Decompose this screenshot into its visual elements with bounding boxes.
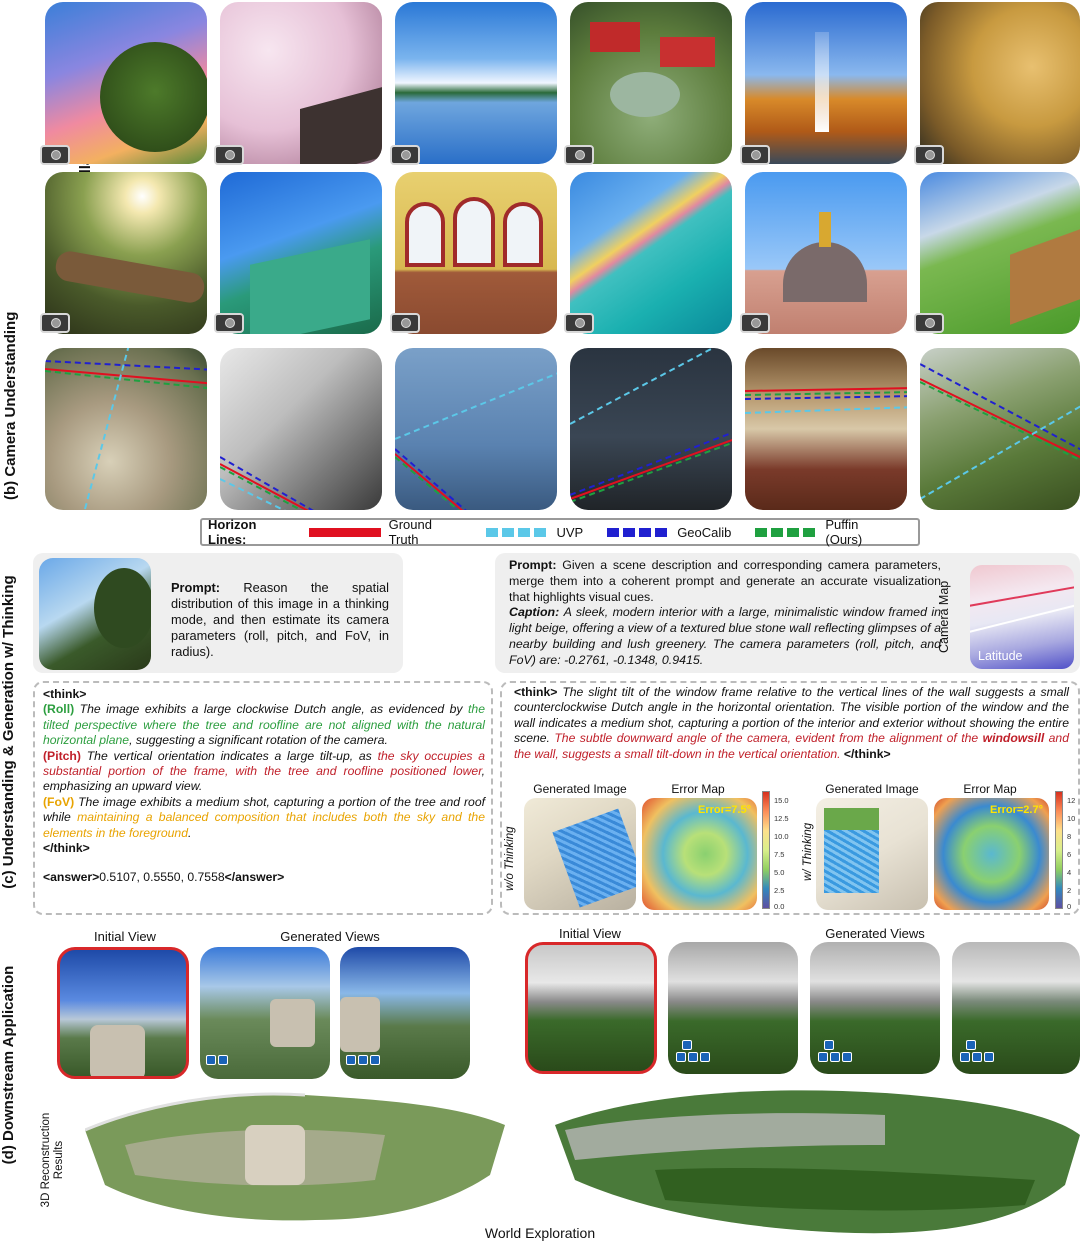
legend-label-gt: Ground Truth <box>388 517 432 547</box>
camera-icon <box>564 145 594 165</box>
camera-icon <box>40 145 70 165</box>
gen-image-arched-windows <box>395 172 557 334</box>
wo-colorbar <box>762 791 770 909</box>
gen-image-church-dome <box>745 172 907 334</box>
camera-icon <box>214 313 244 333</box>
initial-view-label-right: Initial View <box>559 926 621 941</box>
legend-item-uvp <box>486 525 583 540</box>
nav-arrows <box>824 1040 834 1050</box>
horizon-gt-line <box>570 436 732 499</box>
nav-arrows <box>346 1055 380 1065</box>
gen-image-rainbow-sea <box>570 172 732 334</box>
gen-image-label-wo: Generated Image <box>533 782 627 796</box>
camera-icon <box>40 313 70 333</box>
wo-error-map <box>642 798 757 910</box>
left-prompt-panel <box>33 553 403 673</box>
right-prompt-text: Prompt: Given a scene description and corresponding camera parameters, merge them into a coherent prompt and generate an accurate visualization that highlights visual cues. Caption: A sleek, modern interior with a large, minimalistic window framed in light beige, offering a view of a textured blue stone wall reflecting glimpses of a nearby building and lush greenery. The camera parameters (roll, pitch, and FoV) are: -0.2761, -0.1348, 0.9415. <box>509 558 941 667</box>
generated-views-label-right: Generated Views <box>825 926 925 941</box>
initial-view-left <box>57 947 189 1079</box>
generated-view-left-1 <box>200 947 330 1079</box>
wo-thinking-label: w/o Thinking <box>504 826 516 891</box>
left-prompt-text: Prompt: Reason the spatial distribution of this image in a thinking mode, and then estimate its camera parameters (roll, pitch, and FoV, in radius). <box>171 580 390 659</box>
recon-result-left <box>85 1085 505 1225</box>
right-prompt-panel <box>495 553 1080 673</box>
left-think-panel <box>33 681 493 915</box>
gen-image-label-w: Generated Image <box>825 782 919 796</box>
gen-image-fountain <box>745 2 907 164</box>
legend-item-puffin <box>755 517 894 547</box>
answer-line: <answer>0.5107, 0.5550, 0.7558</answer> <box>43 870 285 885</box>
horizon-gt-line <box>395 453 534 510</box>
camera-icon <box>914 313 944 333</box>
horizon-geocalib-line <box>395 448 532 510</box>
horizon-geocalib-line <box>570 430 732 496</box>
horizon-uvp-line <box>570 348 729 425</box>
understanding-image-rocky-stream <box>45 348 207 510</box>
w-error-value: Error=2.7° <box>989 804 1043 816</box>
horizon-uvp-line <box>395 371 557 440</box>
gen-image-cherry-blossom <box>220 2 382 164</box>
legend-label-uvp: UVP <box>556 524 584 540</box>
w-generated-image <box>816 798 928 910</box>
generated-views-label-left: Generated Views <box>280 929 380 944</box>
error-map-label-w: Error Map <box>963 782 1017 796</box>
legend-item-gt <box>309 517 462 547</box>
understanding-image-staircase-hall <box>745 348 907 510</box>
nav-arrows <box>206 1055 228 1065</box>
world-exploration-footer: World Exploration <box>484 1225 596 1241</box>
prompt-image-tree <box>39 558 151 670</box>
gen-image-cobblestone <box>920 2 1080 164</box>
horizon-geocalib-line <box>220 456 376 510</box>
camera-map-label: Camera Map <box>937 580 951 653</box>
generated-view-left-2 <box>340 947 470 1079</box>
gen-image-sun-logs <box>45 172 207 334</box>
legend-title: Horizon Lines: <box>208 517 257 547</box>
camera-icon <box>390 145 420 165</box>
wo-error-value: Error=7.5° <box>697 804 751 816</box>
recon-result-right <box>555 1085 1080 1235</box>
gen-image-lake-sky <box>395 2 557 164</box>
gen-image-palm-house <box>220 172 382 334</box>
wo-generated-image <box>524 798 636 910</box>
nav-arrows <box>682 1040 692 1050</box>
camera-icon <box>214 145 244 165</box>
w-colorbar <box>1055 791 1063 909</box>
w-thinking-label: w/ Thinking <box>802 822 814 881</box>
horizon-gt-line <box>45 368 207 385</box>
camera-icon <box>740 313 770 333</box>
understanding-image-forest-path <box>920 348 1080 510</box>
section-d-label: (d) Downstream Application <box>0 965 17 1165</box>
nav-arrows <box>966 1040 976 1050</box>
understanding-image-night-sky <box>570 348 732 510</box>
gen-image-miniature-village <box>570 2 732 164</box>
horizon-puffin-line <box>395 456 534 510</box>
legend-item-geocalib <box>607 525 731 540</box>
understanding-image-blue-sky <box>395 348 557 510</box>
w-error-map <box>934 798 1049 910</box>
camera-icon <box>564 313 594 333</box>
generated-view-right-3 <box>952 942 1080 1074</box>
camera-icon <box>740 145 770 165</box>
section-b-label: (b) Camera Understanding <box>2 311 19 500</box>
nav-arrows <box>960 1052 994 1062</box>
latitude-label: Latitude <box>978 649 1023 663</box>
right-think-panel: <think> The slight tilt of the window frame relative to the vertical lines of the wall suggests a small counterclockwise Dutch angle in the horizontal orientation. The visible portion of the window and the wall indicates a medium shot, capturing a portion of the interior and exterior without showing the entire scene. The subtle downward angle of the camera, evident from the alignment of the windowsill and the wall, suggests a small tilt-down in the vertical orientation. </think> Generated Image Error Map w/o Thinking Error=7.5° 15.0 12.5 10.0 7.5 5.0 2.5 0.0 Generated Image Error Map w/ Thinking Error=2.7° 12 10 8 6 4 2 0 <box>500 681 1080 915</box>
legend-label-geocalib: GeoCalib <box>677 524 732 540</box>
initial-view-label-left: Initial View <box>94 929 156 944</box>
camera-map-image <box>970 565 1074 669</box>
section-c-label: (c) Understanding & Generation w/ Thinking <box>0 575 17 889</box>
generated-view-right-1 <box>668 942 798 1074</box>
gen-image-sunset-tree <box>45 2 207 164</box>
gen-image-alpine-chalet <box>920 172 1080 334</box>
recon-label: 3D Reconstruction Results <box>40 1112 65 1208</box>
camera-icon <box>914 145 944 165</box>
nav-arrows <box>676 1052 710 1062</box>
left-think-text: <think> (Roll) The image exhibits a large clockwise Dutch angle, as evidenced by the tilted perspective where the tree and roofline are not aligned with the natural horizontal plane, suggesting a significant rotation of the camera. (Pitch) The vertical orientation indicates a large tilt-up, as the sky occupies a substantial portion of the frame, with the tree and roofline positioned lower, emphasizing an upward view. (FoV) The image exhibits a medium shot, capturing a portion of the tree and roof while maintaining a balanced composition that includes both the sky and the elements in the foreground. </think> <answer>0.5107, 0.5550, 0.7558</answer> <box>43 687 486 885</box>
legend-label-puffin: Puffin (Ours) <box>825 517 863 547</box>
horizon-uvp-line <box>745 406 907 414</box>
right-think-text: <think> The slight tilt of the window frame relative to the vertical lines of the wall suggests a small counterclockwise Dutch angle in the horizontal orientation. The visible portion of the window and the wall indicates a medium shot, capturing a portion of the interior and exterior without showing the entire scene. The subtle downward angle of the camera, evident from the alignment of the windowsill and the wall, suggests a small tilt-down in the vertical orientation. </think> <box>514 685 1069 761</box>
understanding-image-building-corner <box>220 348 382 510</box>
camera-icon <box>390 313 420 333</box>
horizon-geocalib-line <box>745 395 907 400</box>
horizon-legend <box>200 518 920 546</box>
nav-arrows <box>818 1052 852 1062</box>
initial-view-right <box>525 942 657 1074</box>
horizon-geocalib-line <box>920 363 1080 452</box>
error-map-label-wo: Error Map <box>671 782 725 796</box>
generated-view-right-2 <box>810 942 940 1074</box>
